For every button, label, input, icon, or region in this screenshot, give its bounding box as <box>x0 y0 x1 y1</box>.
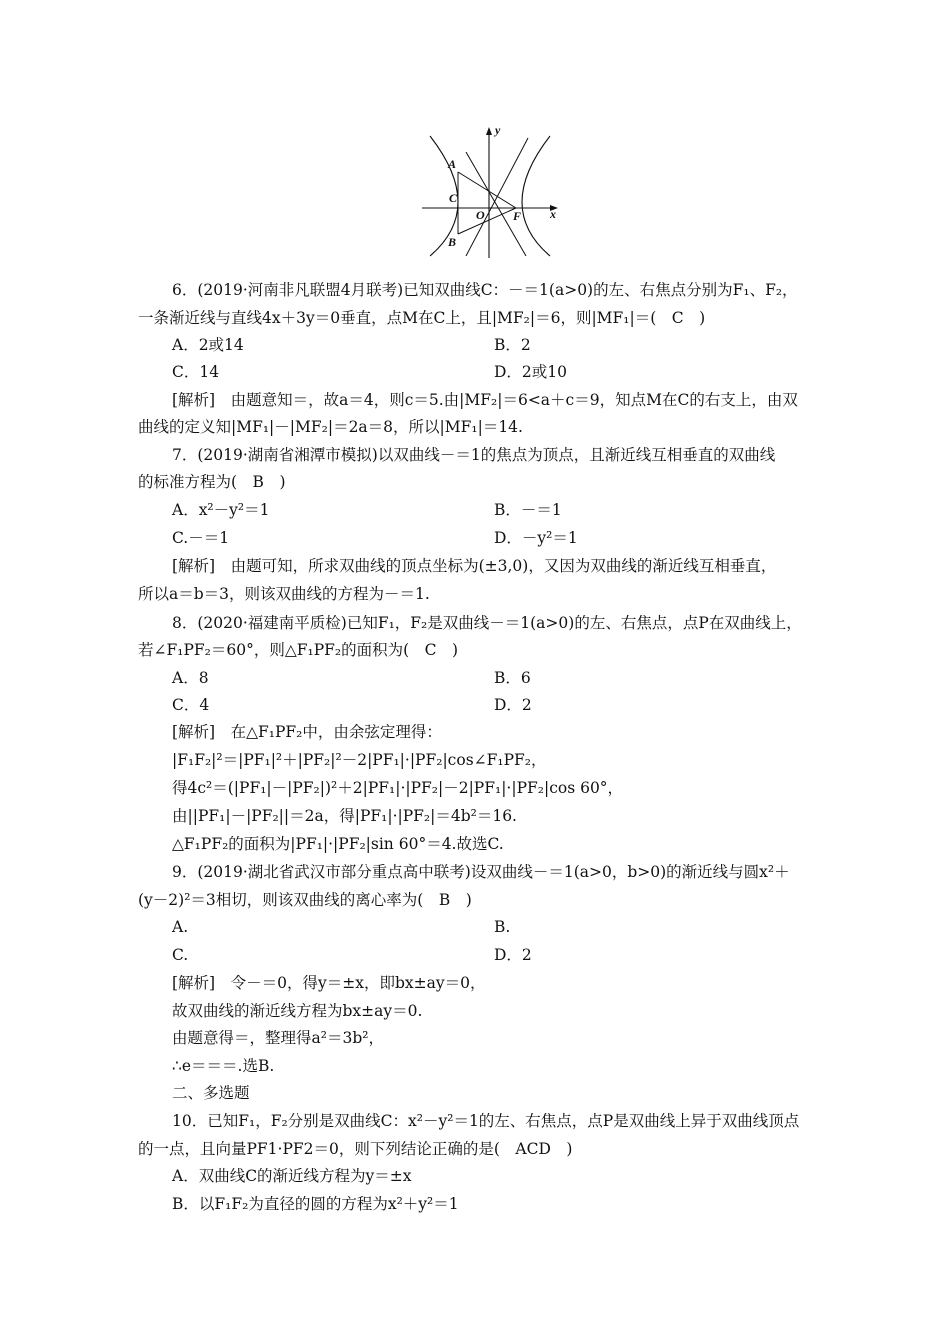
q7-line-2: 的标准方程为( B ) <box>138 473 286 491</box>
q8-solution-3: 得4c²＝(|PF₁|－|PF₂|)²＋2|PF₁|·|PF₂|－2|PF₁|·|PF₂|cos 60°， <box>172 779 624 797</box>
segment-BF <box>458 208 516 234</box>
label-C: C <box>449 191 458 205</box>
q9-line-1: 9．(2019·湖北省武汉市部分重点高中联考)设双曲线－＝1(a>0，b>0)的渐近线与圆x²＋ <box>172 863 790 881</box>
q9-solution-2: 故双曲线的渐近线方程为bx±ay＝0. <box>172 1002 423 1020</box>
q7-option-c: C.－＝1 <box>172 529 230 547</box>
q7-option-a: A．x²－y²＝1 <box>172 501 270 519</box>
q8-solution-5: △F₁PF₂的面积为|PF₁|·|PF₂|sin 60°＝4.故选C. <box>172 835 504 853</box>
q6-solution-1: [解析] 由题意知＝，故a＝4，则c＝5.由|MF₂|＝6<a＋c＝9，知点M在C的右支上，由双 <box>172 391 798 409</box>
q8-solution-1: [解析] 在△F₁PF₂中，由余弦定理得： <box>172 723 442 741</box>
q6-option-c: C．14 <box>172 363 220 381</box>
q10-option-a: A．双曲线C的渐近线方程为y＝±x <box>172 1167 412 1185</box>
q9-option-b: B. <box>494 918 511 936</box>
q10-line-1: 10．已知F₁，F₂分别是双曲线C：x²－y²＝1的左、右焦点，点P是双曲线上异于双曲线顶点 <box>172 1112 800 1130</box>
q9-option-a: A. <box>172 918 189 936</box>
asymptote-2 <box>466 152 526 256</box>
q6-option-b: B．2 <box>494 336 531 354</box>
q8-option-d: D．2 <box>494 696 532 714</box>
label-A: A <box>448 157 457 171</box>
q6-option-d: D．2或10 <box>494 363 568 381</box>
q6-line-2: 一条渐近线与直线4x＋3y＝0垂直，点M在C上，且|MF₂|＝6，则|MF₁|＝( C ) <box>138 309 706 327</box>
label-y: y <box>495 123 501 137</box>
q10-option-b: B．以F₁F₂为直径的圆的方程为x²＋y²＝1 <box>172 1195 459 1213</box>
label-F: F <box>513 209 522 223</box>
q6-option-a: A．2或14 <box>172 336 244 354</box>
q7-option-d: D．－y²＝1 <box>494 529 578 547</box>
q9-option-d: D．2 <box>494 946 532 964</box>
section-heading: 二、多选题 <box>172 1084 250 1102</box>
q8-line-1: 8．(2020·福建南平质检)已知F₁，F₂是双曲线－＝1(a>0)的左、右焦点，点P在双曲线上， <box>172 614 802 632</box>
y-axis-arrow <box>486 127 492 135</box>
q8-option-b: B．6 <box>494 669 531 687</box>
q9-option-c: C. <box>172 946 189 964</box>
q7-line-1: 7．(2019·湖南省湘潭市模拟)以双曲线－＝1的焦点为顶点，且渐近线互相垂直的双曲线 <box>172 446 776 464</box>
q10-line-2: 的一点，且向量PF1·PF2＝0，则下列结论正确的是( ACD ) <box>138 1140 573 1158</box>
q9-solution-3: 由题意得＝，整理得a²＝3b²， <box>172 1029 384 1047</box>
q7-solution-2: 所以a＝b＝3，则该双曲线的方程为－＝1. <box>138 585 430 603</box>
q8-line-2: 若∠F₁PF₂＝60°，则△F₁PF₂的面积为( C ) <box>138 641 459 659</box>
q6-solution-2: 曲线的定义知|MF₁|－|MF₂|＝2a＝8，所以|MF₁|＝14. <box>138 418 523 436</box>
q7-option-b: B．－＝1 <box>494 501 562 519</box>
hyperbola-right-branch <box>522 136 550 256</box>
hyperbola-figure <box>418 122 568 260</box>
q9-line-2: (y－2)²＝3相切，则该双曲线的离心率为( B ) <box>138 891 472 909</box>
label-x: x <box>550 207 556 221</box>
q8-option-c: C．4 <box>172 696 210 714</box>
label-B: B <box>448 235 457 249</box>
q8-solution-2: |F₁F₂|²＝|PF₁|²＋|PF₂|²－2|PF₁|·|PF₂|cos∠F₁PF₂， <box>172 751 547 769</box>
q6-line-1: 6．(2019·河南非凡联盟4月联考)已知双曲线C：－＝1(a>0)的左、右焦点分别为F₁、F₂， <box>172 281 798 299</box>
q9-solution-1: [解析] 令－＝0，得y＝±x，即bx±ay＝0， <box>172 974 486 992</box>
q8-solution-4: 由||PF₁|－|PF₂||＝2a，得|PF₁|·|PF₂|＝4b²＝16. <box>172 807 517 825</box>
q8-option-a: A．8 <box>172 669 209 687</box>
q7-solution-1: [解析] 由题可知，所求双曲线的顶点坐标为(±3,0)，又因为双曲线的渐近线互相垂直， <box>172 557 777 575</box>
label-O: O <box>476 208 485 222</box>
q9-solution-4: ∴e＝＝＝.选B. <box>172 1057 275 1075</box>
asymptote-1 <box>466 138 528 256</box>
